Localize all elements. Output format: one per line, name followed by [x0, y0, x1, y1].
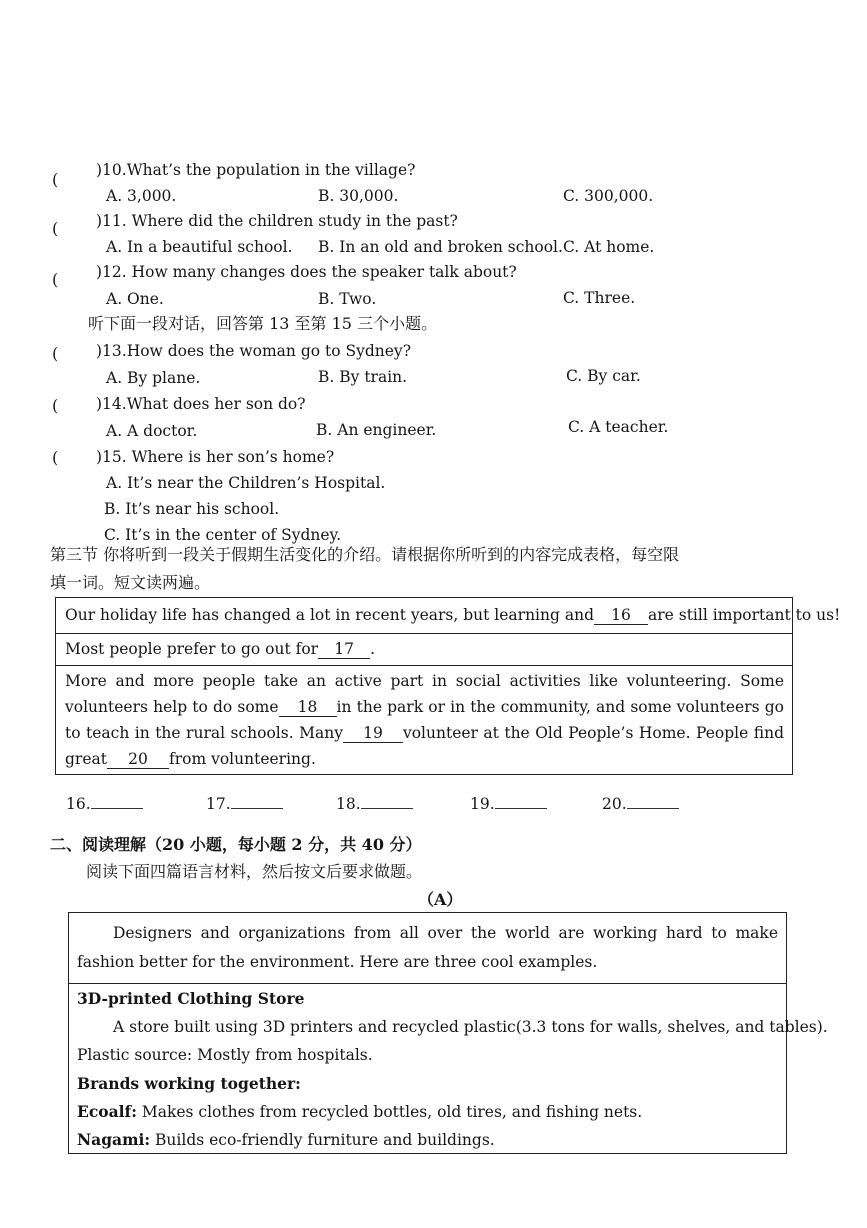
blank-16: 16: [594, 607, 648, 625]
answer-label: 20.: [602, 795, 627, 813]
question-number: )13.: [96, 342, 127, 360]
dialog-instruction: 听下面一段对话，回答第 13 至第 15 三个小题。: [88, 314, 438, 333]
blank-20: 20: [107, 751, 169, 769]
table-row: [56, 598, 841, 634]
nagami-label: Nagami:: [77, 1130, 151, 1149]
option-a: A. In a beautiful school.: [106, 238, 293, 256]
table-row: [56, 634, 792, 666]
row3-text-start: More and more people take an active part in social activities like volunteering. Some volunteers help to do some: [65, 672, 784, 716]
ecoalf-text: Makes clothes from recycled bottles, old tires, and fishing nets.: [136, 1103, 643, 1121]
answer-paren: (: [52, 270, 59, 289]
passage-intro: Designers and organizations from all over the world are working hard to make fashion better for the environment. Here are three cool examples.: [77, 924, 778, 971]
row3-text-end: from volunteering.: [168, 750, 316, 768]
question-number: )10.: [96, 161, 127, 179]
brands-title: Brands working together:: [77, 1074, 301, 1093]
answer-blank[interactable]: [231, 794, 283, 809]
part2-heading: 二、阅读理解（20 小题，每小题 2 分，共 40 分）: [50, 835, 422, 854]
option-c: C. 300,000.: [563, 187, 654, 205]
blank-18: 18: [279, 699, 337, 717]
row1-text-start: Our holiday life has changed a lot in recent years, but learning and: [65, 606, 594, 624]
ecoalf-label: Ecoalf:: [77, 1102, 137, 1121]
question-text: What does her son do?: [126, 395, 306, 413]
question-15: [96, 447, 334, 467]
row3-text-mid2: volunteer at the Old People’s Home. People find great: [65, 724, 784, 768]
option-b: B. 30,000.: [318, 187, 399, 205]
question-text: What’s the population in the village?: [126, 161, 416, 179]
answer-paren: (: [52, 219, 59, 238]
section3-instruction-line2: 填一词。短文读两遍。: [50, 573, 211, 592]
question-12: [96, 262, 517, 282]
question-text: Where did the children study in the past?: [126, 212, 458, 230]
option-c: C. At home.: [563, 238, 655, 256]
option-b: B. An engineer.: [316, 421, 437, 439]
option-a: A. One.: [106, 290, 164, 308]
option-b: B. It’s near his school.: [104, 500, 280, 518]
answer-label: 19.: [470, 795, 495, 813]
question-number: )12.: [96, 263, 127, 281]
answer-16: [66, 794, 143, 814]
option-a: A. A doctor.: [106, 422, 198, 440]
question-number: )15.: [96, 448, 127, 466]
answer-paren: (: [52, 344, 59, 363]
question-11: [96, 211, 458, 231]
question-14: [96, 394, 306, 414]
row2-text-end: .: [370, 640, 376, 658]
row1-text-end: are still important to us!: [648, 606, 841, 624]
answer-blank[interactable]: [91, 794, 143, 809]
section-a-label: （A）: [418, 890, 463, 909]
table-row-text: [65, 602, 840, 628]
answer-blank[interactable]: [627, 794, 679, 809]
row3-text-mid: in the park or in the community, and some volunteers go to teach in the rural schools. Many: [65, 698, 784, 742]
option-b: B. Two.: [318, 290, 377, 308]
answer-17: [206, 794, 283, 814]
question-number: )14.: [96, 395, 127, 413]
option-a: A. It’s near the Children’s Hospital.: [106, 474, 386, 492]
row2-text-start: Most people prefer to go out for: [65, 640, 319, 658]
answer-label: 18.: [336, 795, 361, 813]
answer-18: [336, 794, 413, 814]
nagami-line: [77, 1126, 495, 1154]
passage-intro-row: [69, 913, 786, 984]
question-10: [96, 160, 415, 180]
answer-paren: (: [52, 448, 59, 467]
option-a: A. 3,000.: [106, 187, 177, 205]
answer-20: [602, 794, 679, 814]
store-description: A store built using 3D printers and recycled plastic(3.3 tons for walls, shelves, and tables).: [113, 1018, 828, 1036]
answer-paren: (: [52, 396, 59, 415]
plastic-source: [77, 1041, 373, 1069]
plastic-source-label: Plastic source:: [77, 1046, 193, 1064]
option-c: C. By car.: [566, 367, 641, 385]
blank-17: 17: [318, 641, 370, 659]
option-b: B. In an old and broken school.: [318, 238, 563, 256]
option-c: C. Three.: [563, 289, 636, 307]
plastic-source-text: Mostly from hospitals.: [192, 1046, 373, 1064]
answer-paren: (: [52, 170, 59, 189]
option-c: C. It’s in the center of Sydney.: [104, 526, 342, 544]
answer-blank[interactable]: [495, 794, 547, 809]
question-text: Where is her son’s home?: [126, 448, 335, 466]
option-a: A. By plane.: [106, 369, 201, 387]
passage-a-box: [68, 912, 828, 1154]
table-row-text: [65, 636, 375, 662]
section3-instruction-line1: 第三节 你将听到一段关于假期生活变化的介绍。请根据你所听到的内容完成表格，每空限: [50, 545, 680, 564]
answer-label: 16.: [66, 795, 91, 813]
nagami-text: Builds eco-friendly furniture and buildings.: [150, 1131, 495, 1149]
answer-blank[interactable]: [361, 794, 413, 809]
ecoalf-line: [77, 1098, 642, 1126]
part2-instruction: 阅读下面四篇语言材料，然后按文后要求做题。: [86, 862, 423, 881]
question-text: How does the woman go to Sydney?: [126, 342, 412, 360]
table-row-3-text: [65, 668, 784, 772]
option-c: C. A teacher.: [568, 418, 669, 436]
question-text: How many changes does the speaker talk about?: [126, 263, 517, 281]
blank-19: 19: [343, 725, 403, 743]
option-b: B. By train.: [318, 368, 408, 386]
answer-19: [470, 794, 547, 814]
fill-in-table: [55, 597, 841, 775]
answer-label: 17.: [206, 795, 231, 813]
store-title: 3D-printed Clothing Store: [77, 989, 305, 1008]
question-13: [96, 341, 411, 361]
question-number: )11.: [96, 212, 127, 230]
